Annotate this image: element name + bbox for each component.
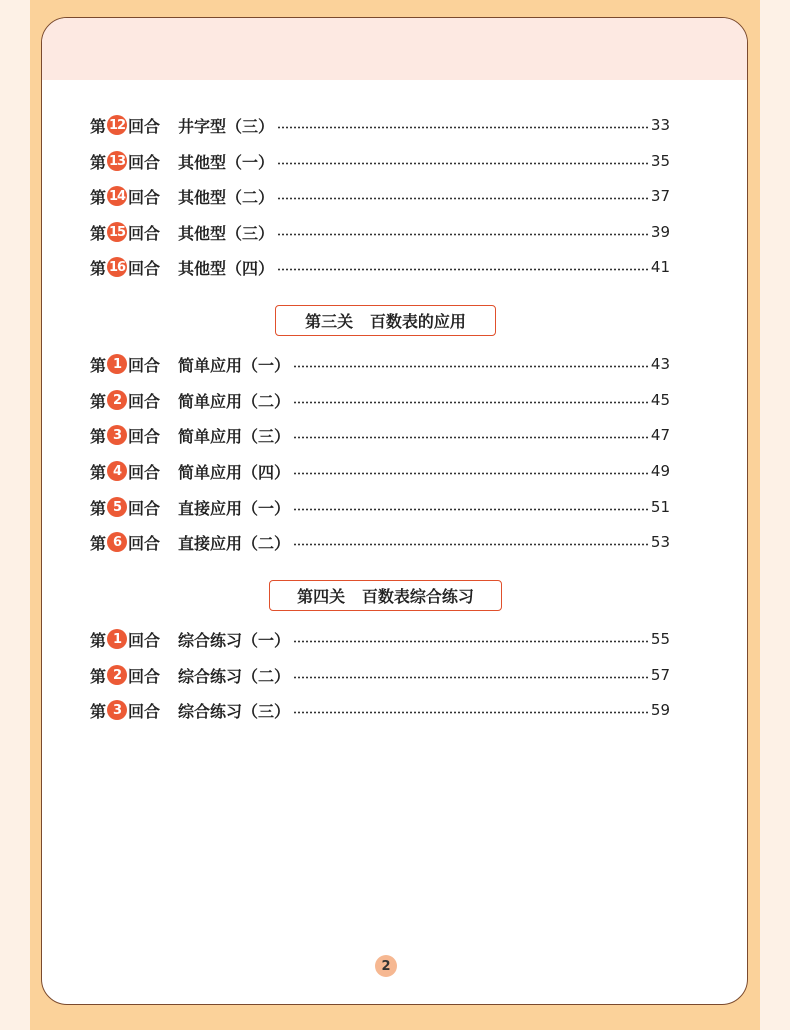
entry-round-label: 回合 <box>128 498 161 518</box>
toc-entry[interactable] <box>90 255 670 279</box>
page-number: 2 <box>375 955 397 977</box>
entry-title: 其他型（四） <box>178 258 275 278</box>
entry-round-label: 回合 <box>128 187 161 207</box>
dot-leader <box>293 640 648 643</box>
dot-leader <box>293 401 648 404</box>
round-number-badge: 12 <box>107 115 127 135</box>
toc-entry[interactable] <box>90 459 670 483</box>
section-header-3: 第三关 百数表的应用 <box>275 305 496 336</box>
round-number-badge: 13 <box>107 151 127 171</box>
round-number-badge: 2 <box>107 390 127 410</box>
entry-round-label: 回合 <box>128 391 161 411</box>
round-number-badge: 15 <box>107 222 127 242</box>
dot-leader <box>293 543 648 546</box>
entry-prefix: 第 <box>90 630 107 650</box>
entry-page-number: 59 <box>650 701 670 719</box>
entry-round-label: 回合 <box>128 666 161 686</box>
dot-leader <box>293 365 648 368</box>
entry-page-number: 45 <box>650 391 670 409</box>
entry-prefix: 第 <box>90 258 107 278</box>
entry-page-number: 51 <box>650 498 670 516</box>
dot-leader <box>293 436 648 439</box>
entry-page-number: 47 <box>650 426 670 444</box>
entry-title: 直接应用（二） <box>178 533 291 553</box>
round-number-badge: 1 <box>107 354 127 374</box>
entry-prefix: 第 <box>90 116 107 136</box>
toc-entry[interactable] <box>90 220 670 244</box>
entry-title: 简单应用（三） <box>178 426 291 446</box>
entry-prefix: 第 <box>90 533 107 553</box>
entry-prefix: 第 <box>90 355 107 375</box>
entry-title: 其他型（一） <box>178 152 275 172</box>
entry-title: 其他型（二） <box>178 187 275 207</box>
round-number-badge: 1 <box>107 629 127 649</box>
entry-title: 简单应用（二） <box>178 391 291 411</box>
round-number-badge: 14 <box>107 186 127 206</box>
round-number-badge: 6 <box>107 532 127 552</box>
toc-entry[interactable] <box>90 530 670 554</box>
dot-leader <box>277 197 648 200</box>
entry-page-number: 41 <box>650 258 670 276</box>
entry-round-label: 回合 <box>128 152 161 172</box>
round-number-badge: 5 <box>107 497 127 517</box>
entry-prefix: 第 <box>90 498 107 518</box>
toc-entry[interactable] <box>90 113 670 137</box>
entry-prefix: 第 <box>90 426 107 446</box>
toc-entry[interactable] <box>90 184 670 208</box>
toc-entry[interactable] <box>90 423 670 447</box>
toc-entry[interactable] <box>90 352 670 376</box>
entry-round-label: 回合 <box>128 533 161 553</box>
header-band <box>42 18 747 80</box>
entry-page-number: 49 <box>650 462 670 480</box>
entry-prefix: 第 <box>90 462 107 482</box>
entry-prefix: 第 <box>90 391 107 411</box>
round-number-badge: 3 <box>107 425 127 445</box>
entry-page-number: 39 <box>650 223 670 241</box>
entry-page-number: 35 <box>650 152 670 170</box>
dot-leader <box>293 472 648 475</box>
entry-page-number: 57 <box>650 666 670 684</box>
entry-round-label: 回合 <box>128 355 161 375</box>
entry-title: 其他型（三） <box>178 223 275 243</box>
section-header-4: 第四关 百数表综合练习 <box>269 580 502 611</box>
dot-leader <box>293 676 648 679</box>
entry-page-number: 33 <box>650 116 670 134</box>
toc-entry[interactable] <box>90 495 670 519</box>
entry-round-label: 回合 <box>128 426 161 446</box>
entry-title: 简单应用（一） <box>178 355 291 375</box>
dot-leader <box>293 711 648 714</box>
entry-page-number: 37 <box>650 187 670 205</box>
entry-page-number: 43 <box>650 355 670 373</box>
entry-title: 井字型（三） <box>178 116 275 136</box>
round-number-badge: 3 <box>107 700 127 720</box>
entry-title: 直接应用（一） <box>178 498 291 518</box>
entry-prefix: 第 <box>90 666 107 686</box>
entry-title: 综合练习（二） <box>178 666 291 686</box>
entry-prefix: 第 <box>90 701 107 721</box>
entry-page-number: 55 <box>650 630 670 648</box>
entry-title: 综合练习（一） <box>178 630 291 650</box>
dot-leader <box>293 508 648 511</box>
toc-entry[interactable] <box>90 149 670 173</box>
entry-prefix: 第 <box>90 187 107 207</box>
entry-round-label: 回合 <box>128 116 161 136</box>
entry-round-label: 回合 <box>128 223 161 243</box>
toc-entry[interactable] <box>90 627 670 651</box>
toc-entry[interactable] <box>90 698 670 722</box>
entry-round-label: 回合 <box>128 258 161 278</box>
dot-leader <box>277 233 648 236</box>
entry-prefix: 第 <box>90 223 107 243</box>
round-number-badge: 4 <box>107 461 127 481</box>
dot-leader <box>277 162 648 165</box>
entry-round-label: 回合 <box>128 630 161 650</box>
toc-entry[interactable] <box>90 663 670 687</box>
entry-round-label: 回合 <box>128 701 161 721</box>
entry-page-number: 53 <box>650 533 670 551</box>
dot-leader <box>277 268 648 271</box>
entry-round-label: 回合 <box>128 462 161 482</box>
toc-entry[interactable] <box>90 388 670 412</box>
dot-leader <box>277 126 648 129</box>
entry-title: 综合练习（三） <box>178 701 291 721</box>
round-number-badge: 16 <box>107 257 127 277</box>
round-number-badge: 2 <box>107 665 127 685</box>
entry-title: 简单应用（四） <box>178 462 291 482</box>
entry-prefix: 第 <box>90 152 107 172</box>
